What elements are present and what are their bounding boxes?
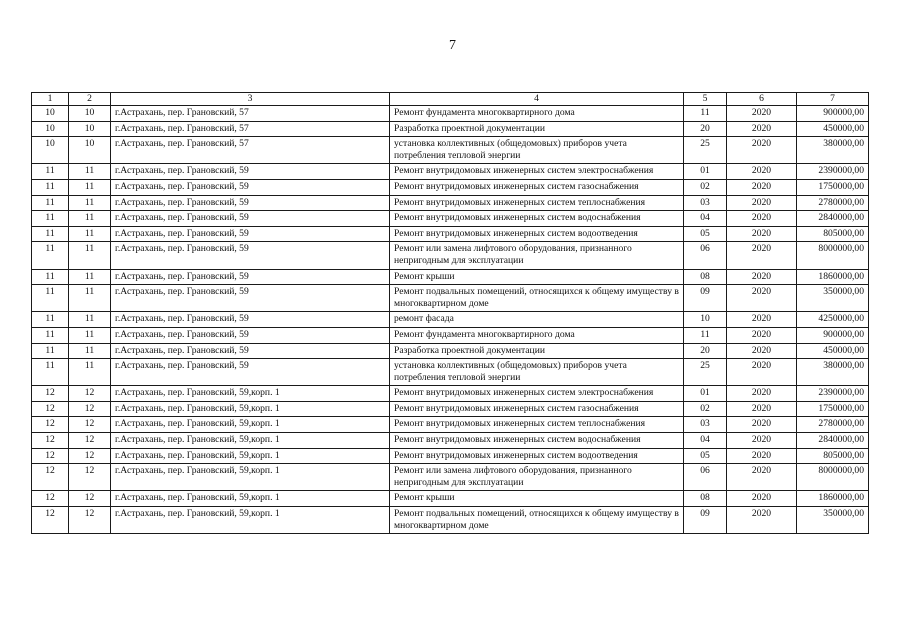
cost-cell: 2840000,00 xyxy=(797,433,869,449)
work-code-cell: 09 xyxy=(684,285,727,312)
year-cell: 2020 xyxy=(727,137,797,164)
year-cell: 2020 xyxy=(727,417,797,433)
house-number-cell: 12 xyxy=(69,401,111,417)
row-number-cell: 12 xyxy=(32,491,69,507)
work-type-cell: Ремонт внутридомовых инженерных систем теплоснабжения xyxy=(390,195,684,211)
address-cell: г.Астрахань, пер. Грановский, 59 xyxy=(111,327,390,343)
row-number-cell: 12 xyxy=(32,433,69,449)
address-cell: г.Астрахань, пер. Грановский, 59 xyxy=(111,359,390,386)
cost-cell: 2780000,00 xyxy=(797,417,869,433)
year-cell: 2020 xyxy=(727,106,797,122)
house-number-cell: 11 xyxy=(69,164,111,180)
house-number-cell: 12 xyxy=(69,464,111,491)
row-number-cell: 11 xyxy=(32,285,69,312)
year-cell: 2020 xyxy=(727,386,797,402)
work-type-cell: Ремонт внутридомовых инженерных систем водоотведения xyxy=(390,226,684,242)
table-row xyxy=(32,164,869,180)
table-row xyxy=(32,285,869,312)
work-type-cell: установка коллективных (общедомовых) приборов учета потребления тепловой энергии xyxy=(390,359,684,386)
house-number-cell: 11 xyxy=(69,327,111,343)
table-header xyxy=(32,93,869,106)
work-type-cell: Ремонт подвальных помещений, относящихся к общему имуществу в многоквартирном доме xyxy=(390,285,684,312)
table-row xyxy=(32,137,869,164)
year-cell: 2020 xyxy=(727,464,797,491)
year-cell: 2020 xyxy=(727,312,797,328)
house-number-cell: 12 xyxy=(69,386,111,402)
table-row xyxy=(32,312,869,328)
header-row xyxy=(32,93,869,106)
year-cell: 2020 xyxy=(727,285,797,312)
address-cell: г.Астрахань, пер. Грановский, 59 xyxy=(111,312,390,328)
page-number: 7 xyxy=(449,38,456,53)
house-number-cell: 11 xyxy=(69,269,111,285)
address-cell: г.Астрахань, пер. Грановский, 59,корп. 1 xyxy=(111,491,390,507)
row-number-cell: 12 xyxy=(32,417,69,433)
cost-cell: 380000,00 xyxy=(797,137,869,164)
row-number-cell: 12 xyxy=(32,401,69,417)
row-number-cell: 11 xyxy=(32,195,69,211)
work-code-cell: 04 xyxy=(684,211,727,227)
work-type-cell: Ремонт внутридомовых инженерных систем водоотведения xyxy=(390,448,684,464)
work-type-cell: Ремонт внутридомовых инженерных систем водоснабжения xyxy=(390,433,684,449)
header-cell-5: 5 xyxy=(684,93,727,106)
year-cell: 2020 xyxy=(727,433,797,449)
year-cell: 2020 xyxy=(727,211,797,227)
row-number-cell: 12 xyxy=(32,464,69,491)
house-number-cell: 12 xyxy=(69,448,111,464)
address-cell: г.Астрахань, пер. Грановский, 59,корп. 1 xyxy=(111,448,390,464)
table-row xyxy=(32,448,869,464)
row-number-cell: 11 xyxy=(32,359,69,386)
cost-cell: 2780000,00 xyxy=(797,195,869,211)
work-type-cell: Ремонт крыши xyxy=(390,491,684,507)
address-cell: г.Астрахань, пер. Грановский, 59,корп. 1 xyxy=(111,401,390,417)
cost-cell: 805000,00 xyxy=(797,226,869,242)
year-cell: 2020 xyxy=(727,269,797,285)
cost-cell: 8000000,00 xyxy=(797,242,869,269)
work-code-cell: 20 xyxy=(684,121,727,137)
house-number-cell: 11 xyxy=(69,343,111,359)
house-number-cell: 10 xyxy=(69,137,111,164)
cost-cell: 1860000,00 xyxy=(797,491,869,507)
year-cell: 2020 xyxy=(727,401,797,417)
cost-cell: 900000,00 xyxy=(797,327,869,343)
address-cell: г.Астрахань, пер. Грановский, 59,корп. 1 xyxy=(111,464,390,491)
house-number-cell: 11 xyxy=(69,312,111,328)
work-type-cell: Разработка проектной документации xyxy=(390,121,684,137)
work-type-cell: Ремонт крыши xyxy=(390,269,684,285)
year-cell: 2020 xyxy=(727,226,797,242)
header-cell-3: 3 xyxy=(111,93,390,106)
year-cell: 2020 xyxy=(727,448,797,464)
work-code-cell: 05 xyxy=(684,226,727,242)
work-type-cell: Ремонт или замена лифтового оборудования, признанного непригодным для эксплуатации xyxy=(390,464,684,491)
header-cell-1: 1 xyxy=(32,93,69,106)
row-number-cell: 12 xyxy=(32,448,69,464)
work-code-cell: 11 xyxy=(684,327,727,343)
year-cell: 2020 xyxy=(727,507,797,534)
work-type-cell: Ремонт подвальных помещений, относящихся к общему имуществу в многоквартирном доме xyxy=(390,507,684,534)
work-type-cell: ремонт фасада xyxy=(390,312,684,328)
table-row xyxy=(32,401,869,417)
work-code-cell: 11 xyxy=(684,106,727,122)
cost-cell: 450000,00 xyxy=(797,121,869,137)
work-code-cell: 01 xyxy=(684,164,727,180)
work-type-cell: Ремонт или замена лифтового оборудования, признанного непригодным для эксплуатации xyxy=(390,242,684,269)
work-code-cell: 04 xyxy=(684,433,727,449)
row-number-cell: 11 xyxy=(32,226,69,242)
header-cell-6: 6 xyxy=(727,93,797,106)
row-number-cell: 12 xyxy=(32,386,69,402)
work-code-cell: 06 xyxy=(684,464,727,491)
address-cell: г.Астрахань, пер. Грановский, 57 xyxy=(111,121,390,137)
table-row xyxy=(32,359,869,386)
table-row xyxy=(32,464,869,491)
work-code-cell: 10 xyxy=(684,312,727,328)
address-cell: г.Астрахань, пер. Грановский, 59 xyxy=(111,195,390,211)
house-number-cell: 12 xyxy=(69,417,111,433)
cost-cell: 2840000,00 xyxy=(797,211,869,227)
table-row xyxy=(32,179,869,195)
year-cell: 2020 xyxy=(727,242,797,269)
row-number-cell: 11 xyxy=(32,164,69,180)
house-number-cell: 12 xyxy=(69,491,111,507)
table-row xyxy=(32,386,869,402)
address-cell: г.Астрахань, пер. Грановский, 59 xyxy=(111,285,390,312)
cost-cell: 8000000,00 xyxy=(797,464,869,491)
year-cell: 2020 xyxy=(727,179,797,195)
cost-cell: 1750000,00 xyxy=(797,179,869,195)
cost-cell: 4250000,00 xyxy=(797,312,869,328)
year-cell: 2020 xyxy=(727,491,797,507)
table-row xyxy=(32,327,869,343)
address-cell: г.Астрахань, пер. Грановский, 59 xyxy=(111,211,390,227)
work-code-cell: 02 xyxy=(684,179,727,195)
address-cell: г.Астрахань, пер. Грановский, 59,корп. 1 xyxy=(111,386,390,402)
works-table xyxy=(31,92,869,534)
year-cell: 2020 xyxy=(727,121,797,137)
table-row xyxy=(32,242,869,269)
row-number-cell: 11 xyxy=(32,242,69,269)
row-number-cell: 11 xyxy=(32,269,69,285)
work-code-cell: 01 xyxy=(684,386,727,402)
work-code-cell: 25 xyxy=(684,137,727,164)
work-type-cell: Ремонт внутридомовых инженерных систем газоснабжения xyxy=(390,401,684,417)
table-row xyxy=(32,211,869,227)
row-number-cell: 10 xyxy=(32,137,69,164)
year-cell: 2020 xyxy=(727,359,797,386)
table-row xyxy=(32,121,869,137)
work-type-cell: Ремонт фундамента многоквартирного дома xyxy=(390,327,684,343)
row-number-cell: 11 xyxy=(32,179,69,195)
house-number-cell: 11 xyxy=(69,359,111,386)
cost-cell: 2390000,00 xyxy=(797,164,869,180)
work-type-cell: Ремонт внутридомовых инженерных систем теплоснабжения xyxy=(390,417,684,433)
work-type-cell: Ремонт внутридомовых инженерных систем электроснабжения xyxy=(390,386,684,402)
row-number-cell: 11 xyxy=(32,327,69,343)
row-number-cell: 11 xyxy=(32,343,69,359)
address-cell: г.Астрахань, пер. Грановский, 59 xyxy=(111,343,390,359)
house-number-cell: 10 xyxy=(69,121,111,137)
work-code-cell: 03 xyxy=(684,417,727,433)
header-cell-7: 7 xyxy=(797,93,869,106)
table-row xyxy=(32,343,869,359)
address-cell: г.Астрахань, пер. Грановский, 59 xyxy=(111,226,390,242)
work-type-cell: Ремонт фундамента многоквартирного дома xyxy=(390,106,684,122)
table-row xyxy=(32,106,869,122)
work-code-cell: 06 xyxy=(684,242,727,269)
house-number-cell: 11 xyxy=(69,242,111,269)
table-row xyxy=(32,433,869,449)
cost-cell: 350000,00 xyxy=(797,507,869,534)
table-body xyxy=(32,106,869,534)
address-cell: г.Астрахань, пер. Грановский, 59 xyxy=(111,269,390,285)
year-cell: 2020 xyxy=(727,164,797,180)
house-number-cell: 12 xyxy=(69,507,111,534)
cost-cell: 805000,00 xyxy=(797,448,869,464)
row-number-cell: 10 xyxy=(32,121,69,137)
table-row xyxy=(32,417,869,433)
house-number-cell: 11 xyxy=(69,195,111,211)
work-code-cell: 20 xyxy=(684,343,727,359)
table-row xyxy=(32,195,869,211)
work-type-cell: Ремонт внутридомовых инженерных систем электроснабжения xyxy=(390,164,684,180)
house-number-cell: 11 xyxy=(69,285,111,312)
house-number-cell: 11 xyxy=(69,226,111,242)
table-row xyxy=(32,491,869,507)
house-number-cell: 12 xyxy=(69,433,111,449)
address-cell: г.Астрахань, пер. Грановский, 59,корп. 1 xyxy=(111,507,390,534)
house-number-cell: 10 xyxy=(69,106,111,122)
table-row xyxy=(32,226,869,242)
work-type-cell: установка коллективных (общедомовых) приборов учета потребления тепловой энергии xyxy=(390,137,684,164)
work-type-cell: Ремонт внутридомовых инженерных систем газоснабжения xyxy=(390,179,684,195)
row-number-cell: 11 xyxy=(32,312,69,328)
work-code-cell: 25 xyxy=(684,359,727,386)
work-code-cell: 02 xyxy=(684,401,727,417)
table-row xyxy=(32,269,869,285)
table-row xyxy=(32,507,869,534)
cost-cell: 1860000,00 xyxy=(797,269,869,285)
cost-cell: 450000,00 xyxy=(797,343,869,359)
address-cell: г.Астрахань, пер. Грановский, 59 xyxy=(111,164,390,180)
work-code-cell: 09 xyxy=(684,507,727,534)
address-cell: г.Астрахань, пер. Грановский, 57 xyxy=(111,137,390,164)
work-code-cell: 08 xyxy=(684,491,727,507)
cost-cell: 2390000,00 xyxy=(797,386,869,402)
header-cell-2: 2 xyxy=(69,93,111,106)
row-number-cell: 10 xyxy=(32,106,69,122)
house-number-cell: 11 xyxy=(69,179,111,195)
year-cell: 2020 xyxy=(727,195,797,211)
address-cell: г.Астрахань, пер. Грановский, 59 xyxy=(111,179,390,195)
address-cell: г.Астрахань, пер. Грановский, 59 xyxy=(111,242,390,269)
address-cell: г.Астрахань, пер. Грановский, 59,корп. 1 xyxy=(111,433,390,449)
cost-cell: 380000,00 xyxy=(797,359,869,386)
row-number-cell: 11 xyxy=(32,211,69,227)
house-number-cell: 11 xyxy=(69,211,111,227)
cost-cell: 350000,00 xyxy=(797,285,869,312)
year-cell: 2020 xyxy=(727,343,797,359)
work-type-cell: Ремонт внутридомовых инженерных систем водоснабжения xyxy=(390,211,684,227)
work-code-cell: 05 xyxy=(684,448,727,464)
header-cell-4: 4 xyxy=(390,93,684,106)
cost-cell: 900000,00 xyxy=(797,106,869,122)
address-cell: г.Астрахань, пер. Грановский, 59,корп. 1 xyxy=(111,417,390,433)
address-cell: г.Астрахань, пер. Грановский, 57 xyxy=(111,106,390,122)
work-code-cell: 08 xyxy=(684,269,727,285)
work-code-cell: 03 xyxy=(684,195,727,211)
work-type-cell: Разработка проектной документации xyxy=(390,343,684,359)
year-cell: 2020 xyxy=(727,327,797,343)
cost-cell: 1750000,00 xyxy=(797,401,869,417)
row-number-cell: 12 xyxy=(32,507,69,534)
